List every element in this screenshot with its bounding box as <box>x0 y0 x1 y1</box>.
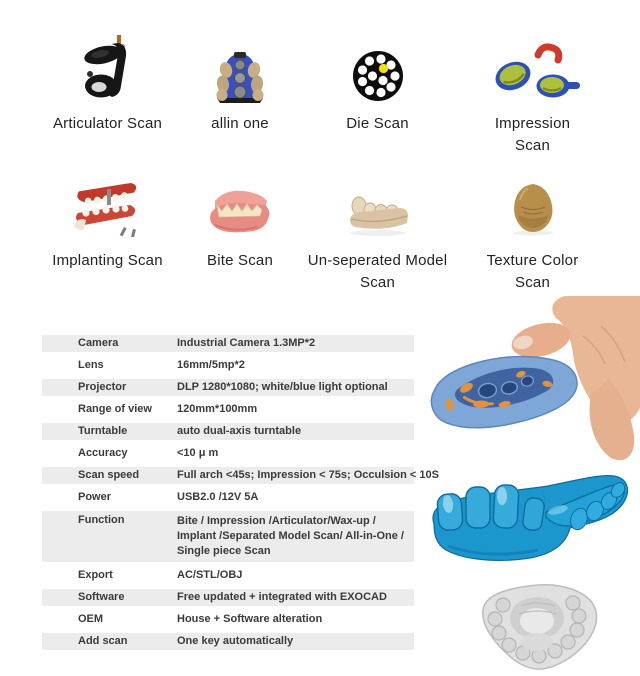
scan-type-all-in-one <box>200 28 280 157</box>
scan-type-label: Un-seperated Model Scan <box>307 252 448 291</box>
spec-value: <10 μ m <box>177 447 219 459</box>
spec-row-turntable <box>42 423 414 440</box>
unseparated-model-scan-icon <box>345 165 411 237</box>
spec-value: 120mm*100mm <box>177 403 258 415</box>
spec-row-function <box>42 511 414 562</box>
scan-type-label: Articulator Scan <box>52 115 163 132</box>
spec-value: Bite / Impression /Articulator/Wax-up / Implant /Separated Model Scan/ All-in-One / Single piece Scan <box>177 515 404 557</box>
spec-table <box>42 335 439 655</box>
spec-label: Projector <box>78 381 127 393</box>
scan-type-label: Bite Scan <box>206 252 273 269</box>
spec-row-range-of-view <box>42 401 414 418</box>
spec-value: AC/STL/OBJ <box>177 569 243 581</box>
bite-scan-icon <box>205 165 275 237</box>
die-scan-icon <box>350 28 406 104</box>
spec-value: 16mm/5mp*2 <box>177 359 245 371</box>
scan-type-label: Impression Scan <box>494 115 571 154</box>
spec-label: Range of view <box>78 403 152 415</box>
gray-3d-jaw-scan-photo <box>463 580 613 672</box>
spec-value: Free updated + integrated with EXOCAD <box>177 591 387 603</box>
spec-label: Export <box>78 569 113 581</box>
spec-label: Function <box>78 514 125 526</box>
texture-color-scan-icon <box>508 165 558 237</box>
spec-row-power <box>42 489 414 506</box>
spec-label: Turntable <box>78 425 128 437</box>
spec-row-projector <box>42 379 414 396</box>
spec-value: Industrial Camera 1.3MP*2 <box>177 337 316 349</box>
spec-label: Accuracy <box>78 447 128 459</box>
scan-type-die <box>280 28 475 157</box>
hand-holding-blue-impression-photo <box>425 296 640 468</box>
spec-label: Power <box>78 491 112 503</box>
spec-value: DLP 1280*1080; white/blue light optional <box>177 381 388 393</box>
spec-label: Software <box>78 591 125 603</box>
implanting-scan-icon <box>66 165 150 237</box>
spec-value: USB2.0 /12V 5A <box>177 491 259 503</box>
scan-type-row-1 <box>15 28 590 157</box>
scan-type-label: Texture Color Scan <box>486 252 579 291</box>
scan-type-articulator <box>15 28 200 157</box>
spec-label: Camera <box>78 337 119 349</box>
scan-type-row-2 <box>15 165 590 294</box>
spec-value: auto dual-axis turntable <box>177 425 302 437</box>
blue-3d-jaw-scan-photo <box>428 466 630 566</box>
scan-type-label: Implanting Scan <box>52 252 163 269</box>
spec-row-camera <box>42 335 414 352</box>
scan-type-bite <box>200 165 280 294</box>
spec-row-add-scan <box>42 633 414 650</box>
all-in-one-scan-icon <box>209 28 271 104</box>
spec-row-lens <box>42 357 414 374</box>
scan-type-texture-color <box>475 165 590 294</box>
spec-row-scan-speed <box>42 467 439 484</box>
spec-row-software <box>42 589 414 606</box>
scan-type-implanting <box>15 165 200 294</box>
spec-label: Scan speed <box>78 469 140 481</box>
spec-value: House + Software alteration <box>177 613 323 625</box>
spec-label: Lens <box>78 359 104 371</box>
scan-type-unseparated-model <box>280 165 475 294</box>
impression-scan-icon <box>483 28 583 104</box>
articulator-scan-icon <box>72 28 144 104</box>
spec-label: Add scan <box>78 635 128 647</box>
spec-label: OEM <box>78 613 104 625</box>
spec-row-oem <box>42 611 414 628</box>
scan-type-impression <box>475 28 590 157</box>
spec-value: One key automatically <box>177 635 294 647</box>
spec-value: Full arch <45s; Impression < 75s; Occulsion < 10S <box>177 469 439 481</box>
spec-row-accuracy <box>42 445 414 462</box>
scan-type-label: Die Scan <box>346 115 409 132</box>
scan-type-label: allin one <box>211 115 269 132</box>
spec-row-export <box>42 567 414 584</box>
